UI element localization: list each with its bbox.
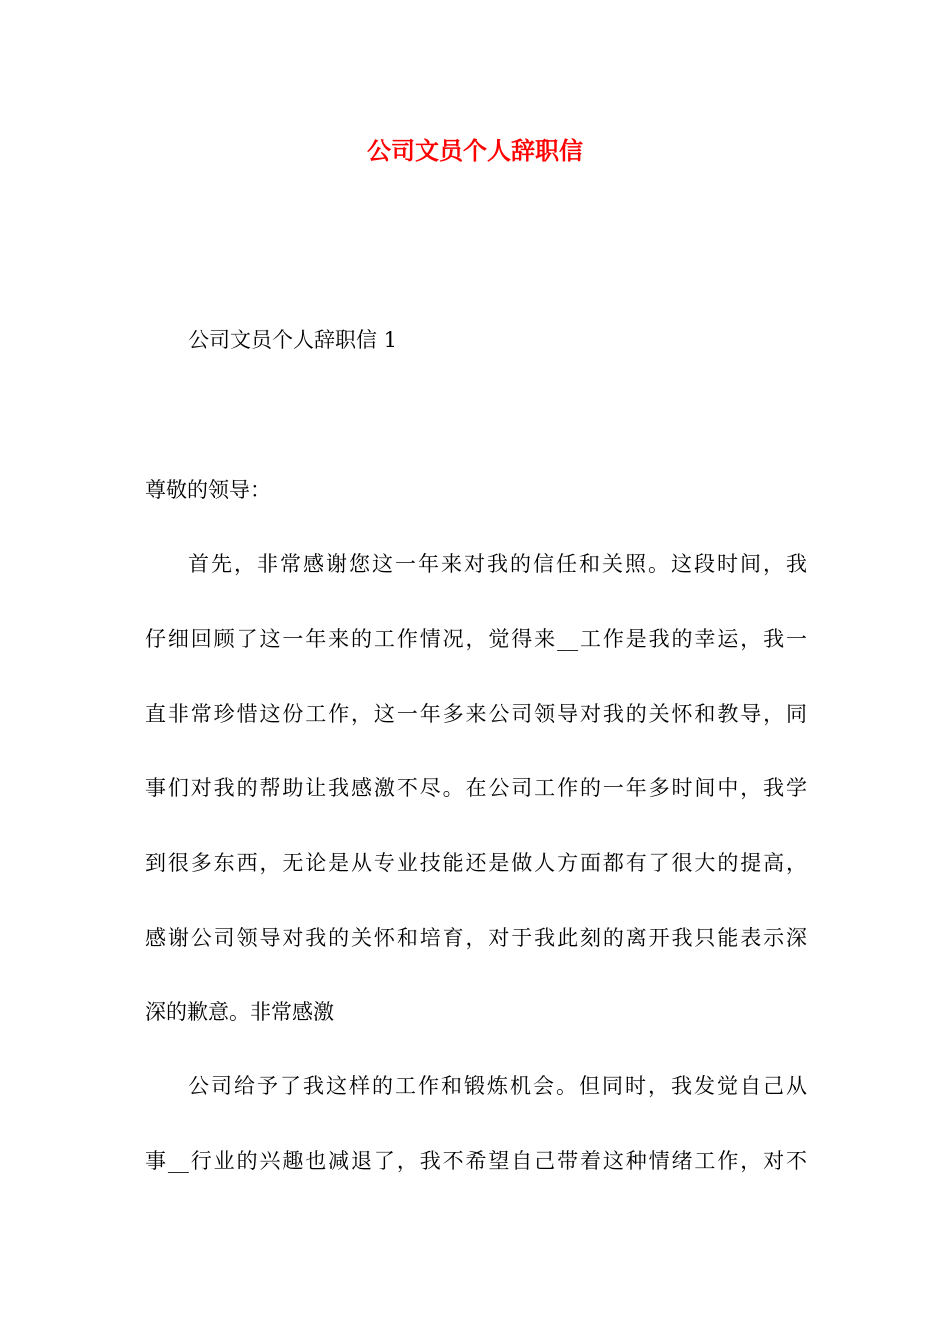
paragraph-line: 到很多东西，无论是从专业技能还是做人方面都有了很大的提高， <box>145 851 807 875</box>
paragraph-line: 事们对我的帮助让我感激不尽。在公司工作的一年多时间中，我学 <box>145 776 807 800</box>
paragraph-line: 感谢公司领导对我的关怀和培育，对于我此刻的离开我只能表示深 <box>145 926 807 950</box>
salutation: 尊敬的领导： <box>145 478 271 502</box>
paragraph-line: 仔细回顾了这一年来的工作情况，觉得来__工作是我的幸运，我一 <box>145 627 807 651</box>
paragraph-line: 首先，非常感谢您这一年来对我的信任和关照。这段时间，我 <box>188 552 807 576</box>
document-title: 公司文员个人辞职信 <box>367 136 583 165</box>
section-heading: 公司文员个人辞职信 1 <box>188 328 398 352</box>
paragraph-line: 公司给予了我这样的工作和锻炼机会。但同时，我发觉自己从 <box>188 1074 807 1098</box>
paragraph-line: 深的歉意。非常感激 <box>145 1000 334 1024</box>
paragraph-line: 事__行业的兴趣也减退了，我不希望自己带着这种情绪工作，对不 <box>145 1149 807 1173</box>
paragraph-line: 直非常珍惜这份工作，这一年多来公司领导对我的关怀和教导，同 <box>145 702 807 726</box>
